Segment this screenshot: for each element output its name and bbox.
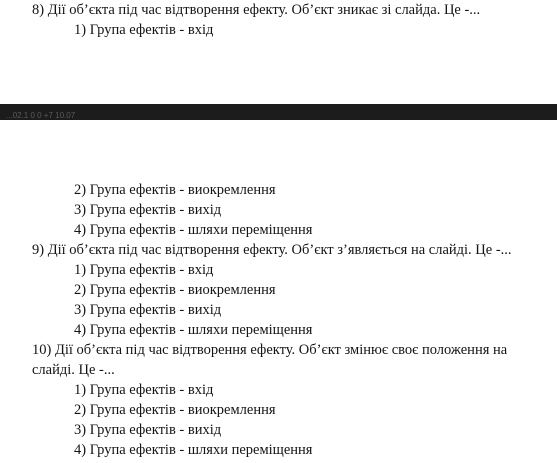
- q9-option-4: 4) Група ефектів - шляхи переміщення: [74, 322, 313, 338]
- question-number: 9): [32, 242, 45, 258]
- q10-option-1: 1) Група ефектів - вхід: [74, 382, 214, 398]
- q9-option-1: 1) Група ефектів - вхід: [74, 262, 214, 278]
- question-text: Дії об’єкта під час відтворення ефекту. Об’єкт з’являється на слайді. Це -...: [47, 242, 512, 258]
- question-9: [32, 241, 512, 259]
- q9-option-2: 2) Група ефектів - виокремлення: [74, 282, 276, 298]
- q10-option-4: 4) Група ефектів - шляхи переміщення: [74, 442, 313, 458]
- q9-option-3: 3) Група ефектів - вихід: [74, 302, 222, 318]
- question-text: Дії об’єкта під час відтворення ефекту. Об’єкт зникає зі слайда. Це -...: [47, 2, 481, 18]
- q8-option-3: 3) Група ефектів - вихід: [74, 202, 222, 218]
- q8-option-2: 2) Група ефектів - виокремлення: [74, 182, 276, 198]
- q10-option-3: 3) Група ефектів - вихід: [74, 422, 222, 438]
- question-number: 10): [32, 342, 52, 358]
- q8-option-4: 4) Група ефектів - шляхи переміщення: [74, 222, 313, 238]
- q8-option-1: 1) Група ефектів - вхід: [74, 22, 214, 38]
- page-divider-band: [0, 104, 557, 120]
- q10-option-2: 2) Група ефектів - виокремлення: [74, 402, 276, 418]
- divider-text: ...02.1 0 0 +7 10.07: [6, 111, 76, 120]
- question-10: [32, 341, 507, 359]
- question-text: Дії об’єкта під час відтворення ефекту. Об’єкт змінює своє положення на: [54, 342, 508, 358]
- question-10-continuation: слайді. Це -...: [32, 362, 115, 378]
- question-8: [32, 1, 480, 19]
- question-number: 8): [32, 2, 45, 18]
